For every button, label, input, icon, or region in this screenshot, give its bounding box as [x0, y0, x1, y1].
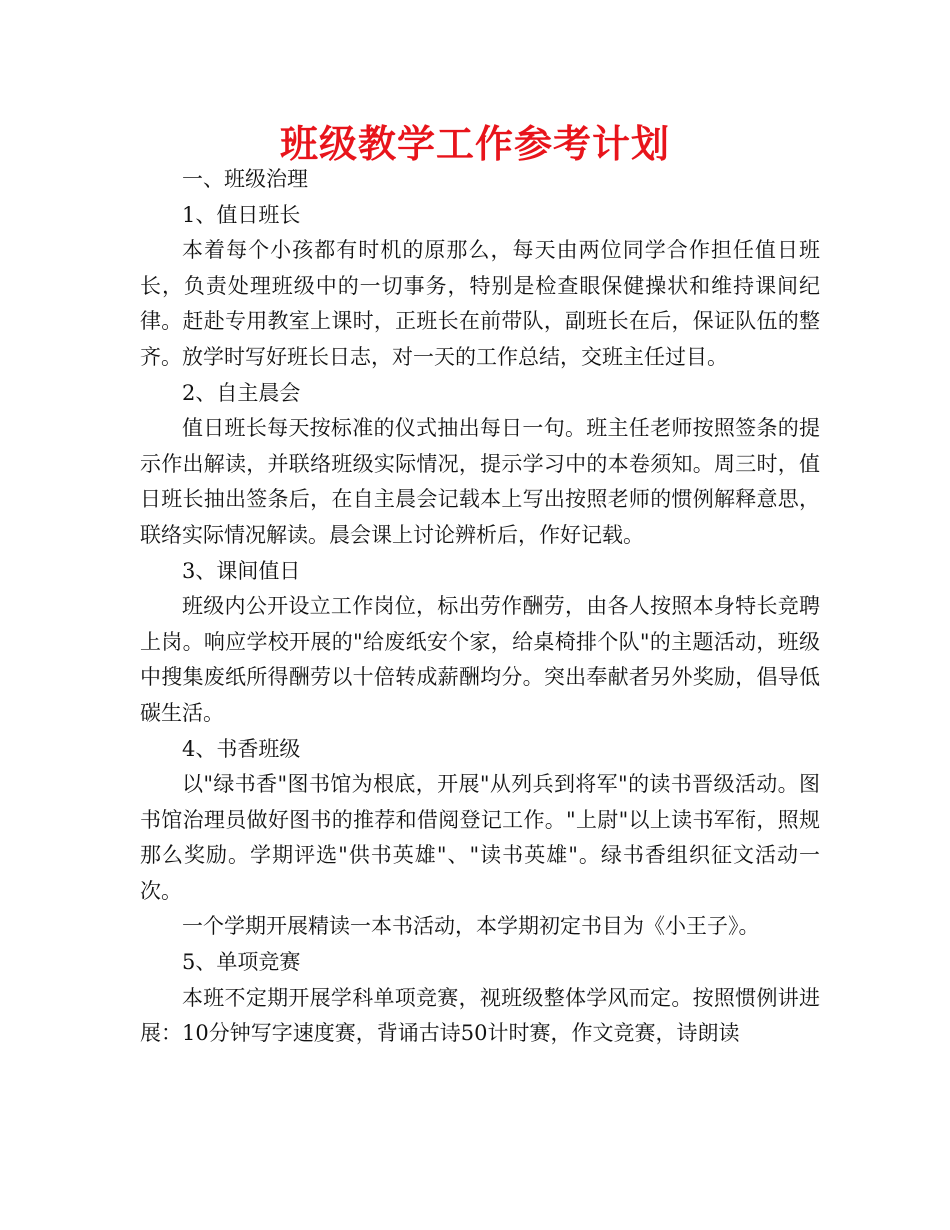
subsection-heading: 2、自主晨会 [182, 380, 301, 405]
body-paragraph: 本着每个小孩都有时机的原那么，每天由两位同学合作担任值日班长，负责处理班级中的一切事务，特别是检查眼保健操状和维持课间纪律。赶赴专用教室上课时，正班长在前带队，副班长在后，保证队伍的整齐。放学时写好班长日志，对一天的工作总结，交班主任过目。 [140, 238, 820, 369]
subsection-heading: 3、课间值日 [182, 558, 301, 583]
subsection-heading: 5、单项竞赛 [182, 950, 301, 975]
body-paragraph: 以"绿书香"图书馆为根底，开展"从列兵到将军"的读书晋级活动。图书馆治理员做好图书的推荐和借阅登记工作。"上尉"以上读书军衔，照规那么奖励。学期评选"供书英雄"、"读书英雄"。绿书香组织征文活动一次。 [140, 772, 820, 903]
body-paragraph: 一个学期开展精读一本书活动，本学期初定书目为《小王子》。 [182, 914, 760, 939]
body-paragraph: 本班不定期开展学科单项竞赛，视班级整体学风而定。按照惯例讲进展：10分钟写字速度赛，背诵古诗50计时赛，作文竞赛，诗朗读 [140, 985, 820, 1046]
body-paragraph: 值日班长每天按标准的仪式抽出每日一句。班主任老师按照签条的提示作出解读，并联络班级实际情况，提示学习中的本卷须知。周三时，值日班长抽出签条后，在自主晨会记载本上写出按照老师的惯例解释意思，联络实际情况解读。晨会课上讨论辨析后，作好记载。 [140, 416, 820, 547]
subsection-heading: 1、值日班长 [182, 202, 301, 227]
document-body [140, 162, 820, 1052]
body-paragraph: 班级内公开设立工作岗位，标出劳作酬劳，由各人按照本身特长竞聘上岗。响应学校开展的"给废纸安个家，给桌椅排个队"的主题活动，班级中搜集废纸所得酬劳以十倍转成薪酬均分。突出奉献者另外奖励，倡导低碳生活。 [140, 594, 820, 725]
document-title: 班级教学工作参考计划 [279, 122, 670, 166]
subsection-heading: 4、书香班级 [182, 736, 301, 761]
section-heading: 一、班级治理 [182, 167, 308, 191]
